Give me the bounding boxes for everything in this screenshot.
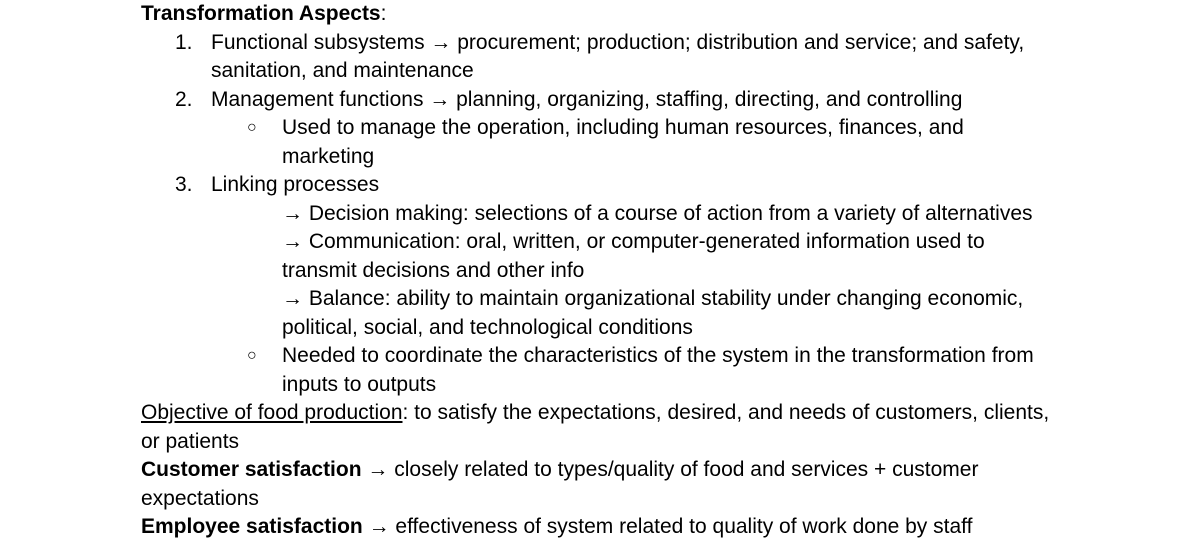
document-body — [141, 0, 1061, 542]
sub-bullet-coordinate-system — [141, 342, 1061, 399]
list-number: 2. — [175, 87, 193, 111]
list-item-management-functions — [141, 86, 1061, 115]
arrow-item-communication: → Communication: oral, written, or computer-generated information used to transmit decisions and other info — [282, 230, 985, 282]
sub-bullet-text: Used to manage the operation, including human resources, finances, and marketing — [282, 116, 964, 168]
list-number: 3. — [175, 173, 193, 196]
list-item-text: Functional subsystems → procurement; production; distribution and service; and safety, sanitation, and maintenance — [211, 30, 1025, 82]
employee-label: Employee satisfaction — [141, 515, 363, 538]
employee-paragraph — [141, 513, 1061, 542]
employee-text: → effectiveness of system related to quality of work done by staff — [362, 515, 973, 538]
objective-label: Objective of food production — [141, 401, 403, 424]
hollow-bullet-icon: ○ — [247, 347, 257, 364]
customer-text: → closely related to types/quality of food and services + customer expectations — [141, 458, 979, 510]
heading-colon: : — [380, 2, 387, 25]
heading-label: Transformation Aspects — [141, 2, 381, 25]
arrow-item-balance: → Balance: ability to maintain organizational stability under changing economic, political, social, and technological conditions — [282, 287, 1024, 339]
list-item-linking-processes — [141, 171, 1061, 200]
list-item-functional-subsystems — [141, 29, 1061, 86]
sub-bullet-text: Needed to coordinate the characteristics of the system in the transformation from inputs to outputs — [282, 344, 1034, 396]
list-item-text: Management functions → planning, organizing, staffing, directing, and controlling — [211, 87, 963, 111]
hollow-bullet-icon: ○ — [247, 119, 257, 136]
sub-bullet-manage-operation — [141, 114, 1061, 171]
section-heading — [141, 0, 1061, 29]
objective-paragraph — [141, 399, 1061, 456]
customer-paragraph — [141, 456, 1061, 513]
list-number: 1. — [175, 30, 193, 54]
list-item-text: Linking processes — [211, 173, 380, 196]
arrow-item-decision-making: → Decision making: selections of a course of action from a variety of alternatives — [282, 201, 1033, 225]
objective-text: : to satisfy the expectations, desired, and needs of customers, clients, or patients — [141, 401, 1050, 453]
customer-label: Customer satisfaction — [141, 458, 362, 481]
